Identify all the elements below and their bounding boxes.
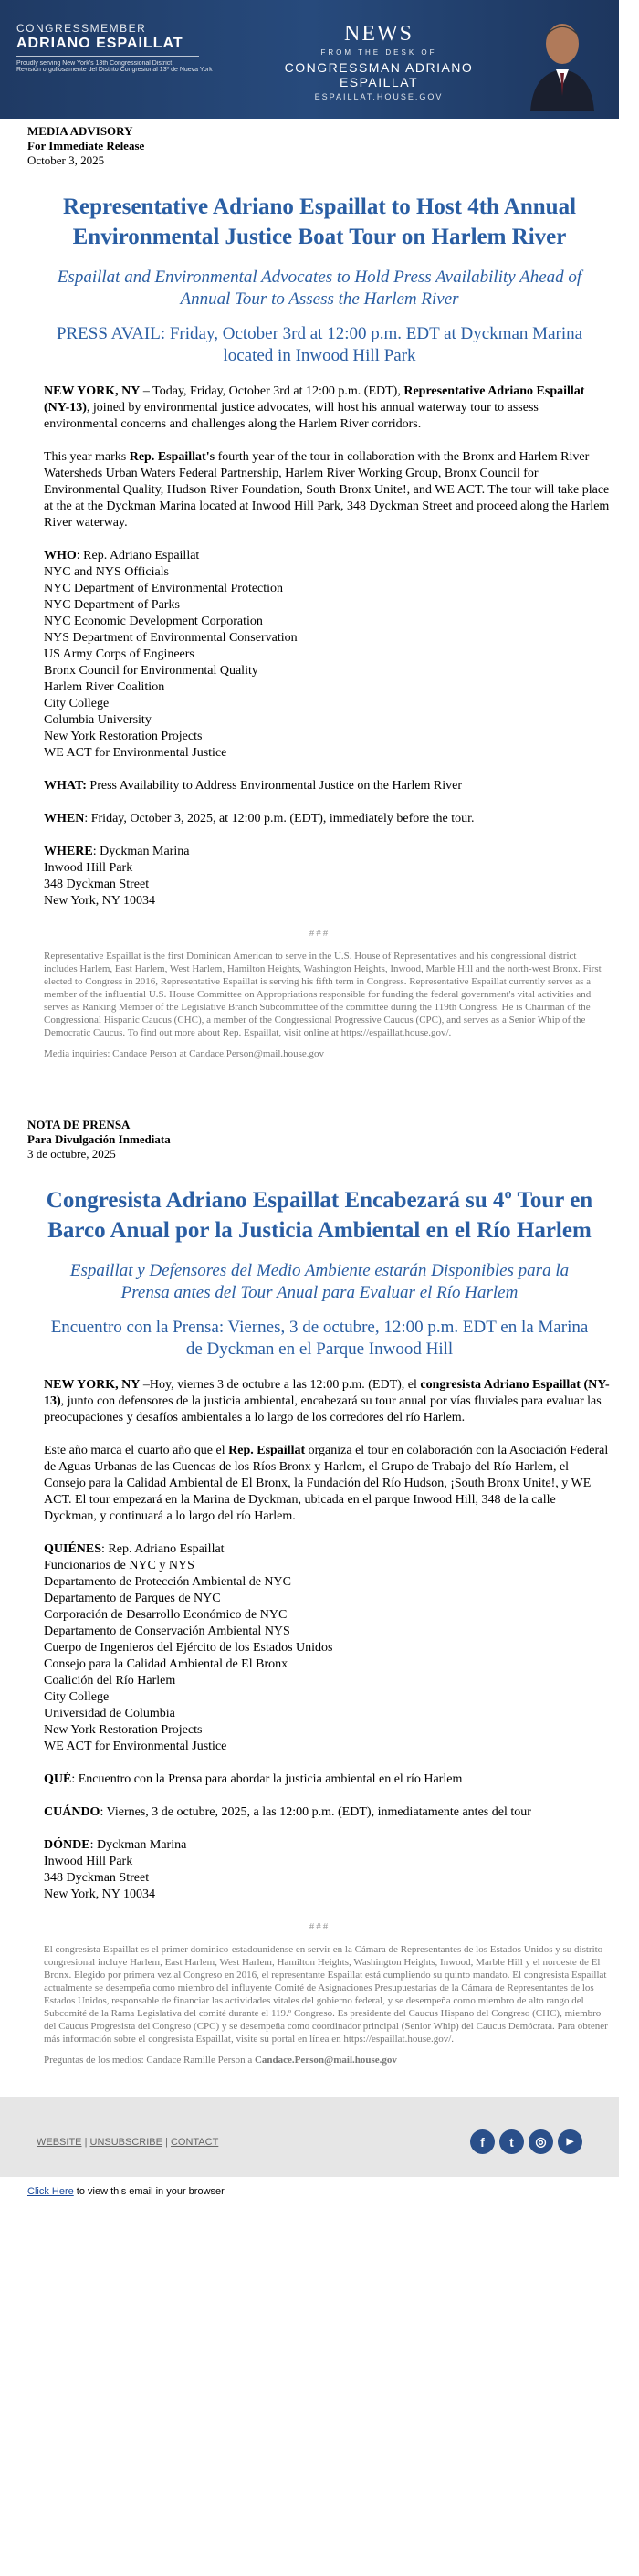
unsubscribe-link[interactable]: UNSUBSCRIBE <box>89 2137 162 2148</box>
intro-text-end: , joined by environmental justice advocates, will host his annual waterway tour to assess environmental concerns and challenges along the Harlem River corridors. <box>44 401 539 431</box>
spanish-section <box>0 1185 639 2066</box>
media-inquiries-en: Media inquiries: Candace Person at Candace.Person@mail.house.gov <box>44 1048 325 1059</box>
who-item: Rep. Adriano Espaillat <box>108 1542 225 1556</box>
when-text: : Viernes, 3 de octubre, 2025, a las 12:00 p.m. (EDT), inmediatamente antes del tour <box>100 1805 531 1819</box>
footer-links <box>37 2137 218 2148</box>
banner-rule <box>16 56 199 57</box>
when-label: WHEN <box>44 812 85 825</box>
banner-center <box>246 22 511 101</box>
where-line: Inwood Hill Park <box>44 861 133 875</box>
portrait-photo <box>526 9 599 111</box>
who-item: Harlem River Coalition <box>44 680 165 694</box>
release-label-es: Para Divulgación Inmediata <box>27 1132 171 1146</box>
who-item: NYC Department of Environmental Protection <box>44 582 284 595</box>
what-es <box>27 1772 612 1788</box>
where-line: New York, NY 10034 <box>44 894 155 908</box>
who-item: WE ACT for Environmental Justice <box>44 746 227 760</box>
advisory-en <box>0 119 639 168</box>
who-item: WE ACT for Environmental Justice <box>44 1740 227 1753</box>
where-es <box>27 1837 612 1903</box>
bio-en: Representative Espaillat is the first Dominican American to serve in the U.S. House of Representatives and his congressional district includes Harlem, East Harlem, West Harlem, Hamilton Heights, Washington Heights, Inwood, Marble Hill and the north-west Bronx. First elected to Congress in 2016, Representative Espaillat is serving his fifth term in Congress. Representative Espaillat currently serves as a member of the influential U.S. House Committee on Appropriations responsible for funding the federal government's vital activities and serves as Ranking Member of the Legislative Branch Subcommittee of the committee during the 119th Congress. He is Chairman of the Congressional Hispanic Caucus (CHC), a member of the Congressional Progressive Caucus (CPC), and serves as a Senior Whip of the Democratic Caucus. To find out more about Rep. Espaillat, visit online at https://espaillat.house.gov/. <box>44 951 602 1038</box>
intro-text: –Hoy, viernes 3 de octubre a las 12:00 p.m. (EDT), el <box>140 1378 421 1392</box>
facebook-icon[interactable]: f <box>470 2129 495 2154</box>
media-inquiries-es <box>27 2055 612 2066</box>
separator: ### <box>309 1921 330 1932</box>
paragraph-intro-es <box>27 1377 612 1426</box>
advisory-es <box>0 1090 639 1162</box>
bio-es: El congresista Espaillat es el primer dominico-estadounidense en servir en la Cámara de Representantes de los Estados Unidos y su distrito congresional incluye Harlem, East Harlem, West Harlem, Hamilton Heights, Washington Heights, Inwood, Marble Hill y el noroeste de El Bronx. Elegido por primera vez al Congreso en 2016, el representante Espaillat está cumpliendo su quinto mandato. El congresista Espaillat actualmente se desempeña como miembro del influyente Comité de Asignaciones Presupuestarias de la Cámara de Representantes de los Estados Unidos, responsable de financiar las actividades vitales del gobierno federal, y se desempeña como miembro de alto rango del Subcomité de la Rama Legislativa del comité durante el 119.º Congreso. Es presidente del Caucus Hispano del Congreso (CHC), miembro del Caucus Progresista del Congreso (CPC) y se desempeña como coordinador principal (Senior Whip) del Caucus Demócrata. Para obtener más información sobre el congresista Espaillat, visite su portal en línea en https://espaillat.house.gov/. <box>44 1944 608 2045</box>
who-item: Departamento de Conservación Ambiental NYS <box>44 1624 290 1638</box>
rep-name: Representative Adriano Espaillat (NY-13) <box>44 384 585 415</box>
who-item: Departamento de Parques de NYC <box>44 1592 221 1605</box>
what-text: : Encuentro con la Prensa para abordar la justicia ambiental en el río Harlem <box>71 1772 463 1786</box>
subhead-es: Espaillat y Defensores del Medio Ambiente estarán Disponibles para la Prensa antes del Tour Anual para Evaluar el Río Harlem <box>69 1261 570 1302</box>
who-item: Cuerpo de Ingenieros del Ejército de los Estados Unidos <box>44 1641 333 1655</box>
when-text: : Friday, October 3, 2025, at 12:00 p.m. (EDT), immediately before the tour. <box>84 812 475 825</box>
banner-news: NEWS <box>344 22 414 46</box>
what-en <box>27 778 612 794</box>
release-date: October 3, 2025 <box>27 153 105 167</box>
separator: ### <box>309 928 330 939</box>
who-item: City College <box>44 1690 110 1704</box>
banner-left <box>16 22 213 73</box>
when-label: CUÁNDO <box>44 1805 100 1819</box>
youtube-icon[interactable]: ▶ <box>558 2129 582 2154</box>
who-label: QUIÉNES <box>44 1542 102 1556</box>
where-line: : Dyckman Marina <box>92 845 190 858</box>
media-text: Preguntas de los medios: Candace Ramille Person a <box>44 2055 255 2066</box>
paragraph-intro-en <box>27 384 612 433</box>
dateline: NEW YORK, NY <box>44 384 141 398</box>
dateline: NEW YORK, NY <box>44 1378 141 1392</box>
who-item: Departamento de Protección Ambiental de NYC <box>44 1575 291 1589</box>
who-item: Universidad de Columbia <box>44 1707 175 1720</box>
when-es <box>27 1804 612 1821</box>
who-item: NYC and NYS Officials <box>44 565 170 579</box>
view-text: to view this email in your browser <box>73 2186 225 2197</box>
who-item: New York Restoration Projects <box>44 730 203 743</box>
who-item: Corporación de Desarrollo Económico de NYC <box>44 1608 288 1622</box>
instagram-icon[interactable]: ◎ <box>529 2129 553 2154</box>
advisory-label: MEDIA ADVISORY <box>27 124 133 138</box>
rep-name: Rep. Espaillat's <box>129 450 215 464</box>
tour-text: Este año marca el cuarto año que el <box>44 1444 229 1457</box>
where-line: New York, NY 10034 <box>44 1887 155 1901</box>
where-line: 348 Dyckman Street <box>44 1871 150 1885</box>
rep-name: Rep. Espaillat <box>228 1444 306 1457</box>
where-en <box>27 844 612 909</box>
subhead-en: Espaillat and Environmental Advocates to Hold Press Availability Ahead of Annual Tour to Assess the Harlem River <box>57 268 582 309</box>
banner-site: ESPAILLAT.HOUSE.GOV <box>314 92 444 101</box>
who-item: Funcionarios de NYC y NYS <box>44 1559 194 1572</box>
who-item: NYC Department of Parks <box>44 598 180 612</box>
paragraph-tour-en <box>27 449 612 531</box>
english-section <box>0 192 639 1059</box>
who-item: US Army Corps of Engineers <box>44 647 194 661</box>
who-label: WHO <box>44 549 77 563</box>
intro-text: – Today, Friday, October 3rd at 12:00 p.m. (EDT), <box>140 384 404 398</box>
banner-pre-title: CONGRESSMEMBER <box>16 22 147 35</box>
headline-en: Representative Adriano Espaillat to Host 4th Annual Environmental Justice Boat Tour on Harlem River <box>62 195 577 249</box>
when-en <box>27 811 612 827</box>
where-label: WHERE <box>44 845 93 858</box>
release-label: For Immediate Release <box>27 139 145 152</box>
who-item: Bronx Council for Environmental Quality <box>44 664 258 678</box>
banner-from: FROM THE DESK OF <box>320 48 437 57</box>
where-label: DÓNDE <box>44 1838 90 1852</box>
footer-sep: | <box>162 2137 171 2148</box>
what-label: QUÉ <box>44 1772 72 1786</box>
media-email: Candace.Person@mail.house.gov <box>254 2055 397 2066</box>
intro-text-end: , junto con defensores de la justicia ambiental, encabezará su tour anual por vías fluviales para evaluar las preocupaciones y desafíos ambientales a lo largo de los corredores del río Harlem. <box>44 1394 602 1425</box>
tour-text-end: organiza el tour en colaboración con la Asociación Federal de Aguas Urbanas de las Cuencas de los Ríos Bronx y Harlem, el Grupo de Trabajo del Río Harlem, el Consejo para la Calidad Ambiental de El Bronx, la Fundación del Río Hudson, ¡South Bronx Unite!, y WE ACT. El tour empezará en la Marina de Dyckman, ubicada en el parque Inwood Hill, 348 de la calle Dyckman, y continuará a lo largo del río Harlem. <box>44 1444 609 1523</box>
where-line: Inwood Hill Park <box>44 1855 133 1868</box>
who-item: Rep. Adriano Espaillat <box>83 549 200 563</box>
who-item: City College <box>44 697 110 710</box>
who-list-es: QUIÉNES: Rep. Adriano Espaillat Funcionarios de NYC y NYS Departamento de Protección Ambiental de NYC Departamento de Parques de NYC Corporación de Desarrollo Económico de NYC Departamento de Conservación Ambiental NYS Cuerpo de Ingenieros del Ejército de los Estados Unidos Consejo para la Calidad Ambiental de El Bronx Coalición del Río Harlem City College Universidad de Columbia New York Restoration Projects WE ACT for Environmental Justice <box>27 1541 612 1755</box>
tour-text: This year marks <box>44 450 130 464</box>
banner-congressman: CONGRESSMAN ADRIANO ESPAILLAT <box>284 60 474 89</box>
press-avail-en: PRESS AVAIL: Friday, October 3rd at 12:00 p.m. EDT at Dyckman Marina located in Inwood Hill Park <box>56 324 583 365</box>
who-item: NYC Economic Development Corporation <box>44 615 263 628</box>
who-item: Coalición del Río Harlem <box>44 1674 176 1688</box>
click-here-link[interactable]: Click Here <box>27 2186 74 2197</box>
press-avail-es: Encuentro con la Prensa: Viernes, 3 de octubre, 12:00 p.m. EDT en la Marina de Dyckman en el Parque Inwood Hill <box>50 1318 589 1359</box>
rep-name: congresista Adriano Espaillat (NY-13) <box>44 1378 610 1408</box>
banner-tagline-es: Revisión orgullosamente del Distrito Congresional 13º de Nueva York <box>16 67 213 73</box>
who-item: NYS Department of Environmental Conservation <box>44 631 298 645</box>
banner-tagline-en: Proudly serving New York's 13th Congressional District <box>16 60 173 67</box>
paragraph-tour-es <box>27 1443 612 1525</box>
tour-text-end: fourth year of the tour in collaboration with the Bronx and Harlem River Watersheds Urban Waters Federal Partnership, Harlem River Working Group, Bronx Council for Environmental Quality, Hudson River Foundation, South Bronx Unite!, and WE ACT. The tour will take place at the at the Dyckman Marina located at Inwood Hill Park, 348 Dyckman Street and proceed along the Harlem River waterway. <box>44 450 610 530</box>
who-list-en: WHO: Rep. Adriano Espaillat NYC and NYS Officials NYC Department of Environmental Protection NYC Department of Parks NYC Economic Development Corporation NYS Department of Environmental Conservation US Army Corps of Engineers Bronx Council for Environmental Quality Harlem River Coalition City College Columbia University New York Restoration Projects WE ACT for Environmental Justice <box>27 548 612 762</box>
where-line: : Dyckman Marina <box>89 1838 187 1852</box>
headline-es: Congresista Adriano Espaillat Encabezará su 4º Tour en Barco Anual por la Justicia Ambiental en el Río Harlem <box>46 1188 593 1243</box>
banner-name: ADRIANO ESPAILLAT <box>16 36 183 51</box>
footer-sep: | <box>81 2137 90 2148</box>
who-item: New York Restoration Projects <box>44 1723 203 1737</box>
footer <box>0 2097 619 2177</box>
contact-link[interactable]: CONTACT <box>170 2137 219 2148</box>
who-item: Consejo para la Calidad Ambiental de El Bronx <box>44 1657 288 1671</box>
what-label: WHAT: <box>44 779 87 793</box>
who-item: Columbia University <box>44 713 152 727</box>
release-date-es: 3 de octubre, 2025 <box>27 1147 116 1161</box>
what-text: Press Availability to Address Environmental Justice on the Harlem River <box>86 779 463 793</box>
advisory-label-es: NOTA DE PRENSA <box>27 1118 131 1131</box>
view-in-browser <box>0 2177 639 2197</box>
twitter-icon[interactable]: t <box>499 2129 524 2154</box>
header-banner <box>0 0 619 119</box>
where-line: 348 Dyckman Street <box>44 878 150 891</box>
website-link[interactable]: WEBSITE <box>37 2137 82 2148</box>
social-icons <box>470 2129 582 2154</box>
